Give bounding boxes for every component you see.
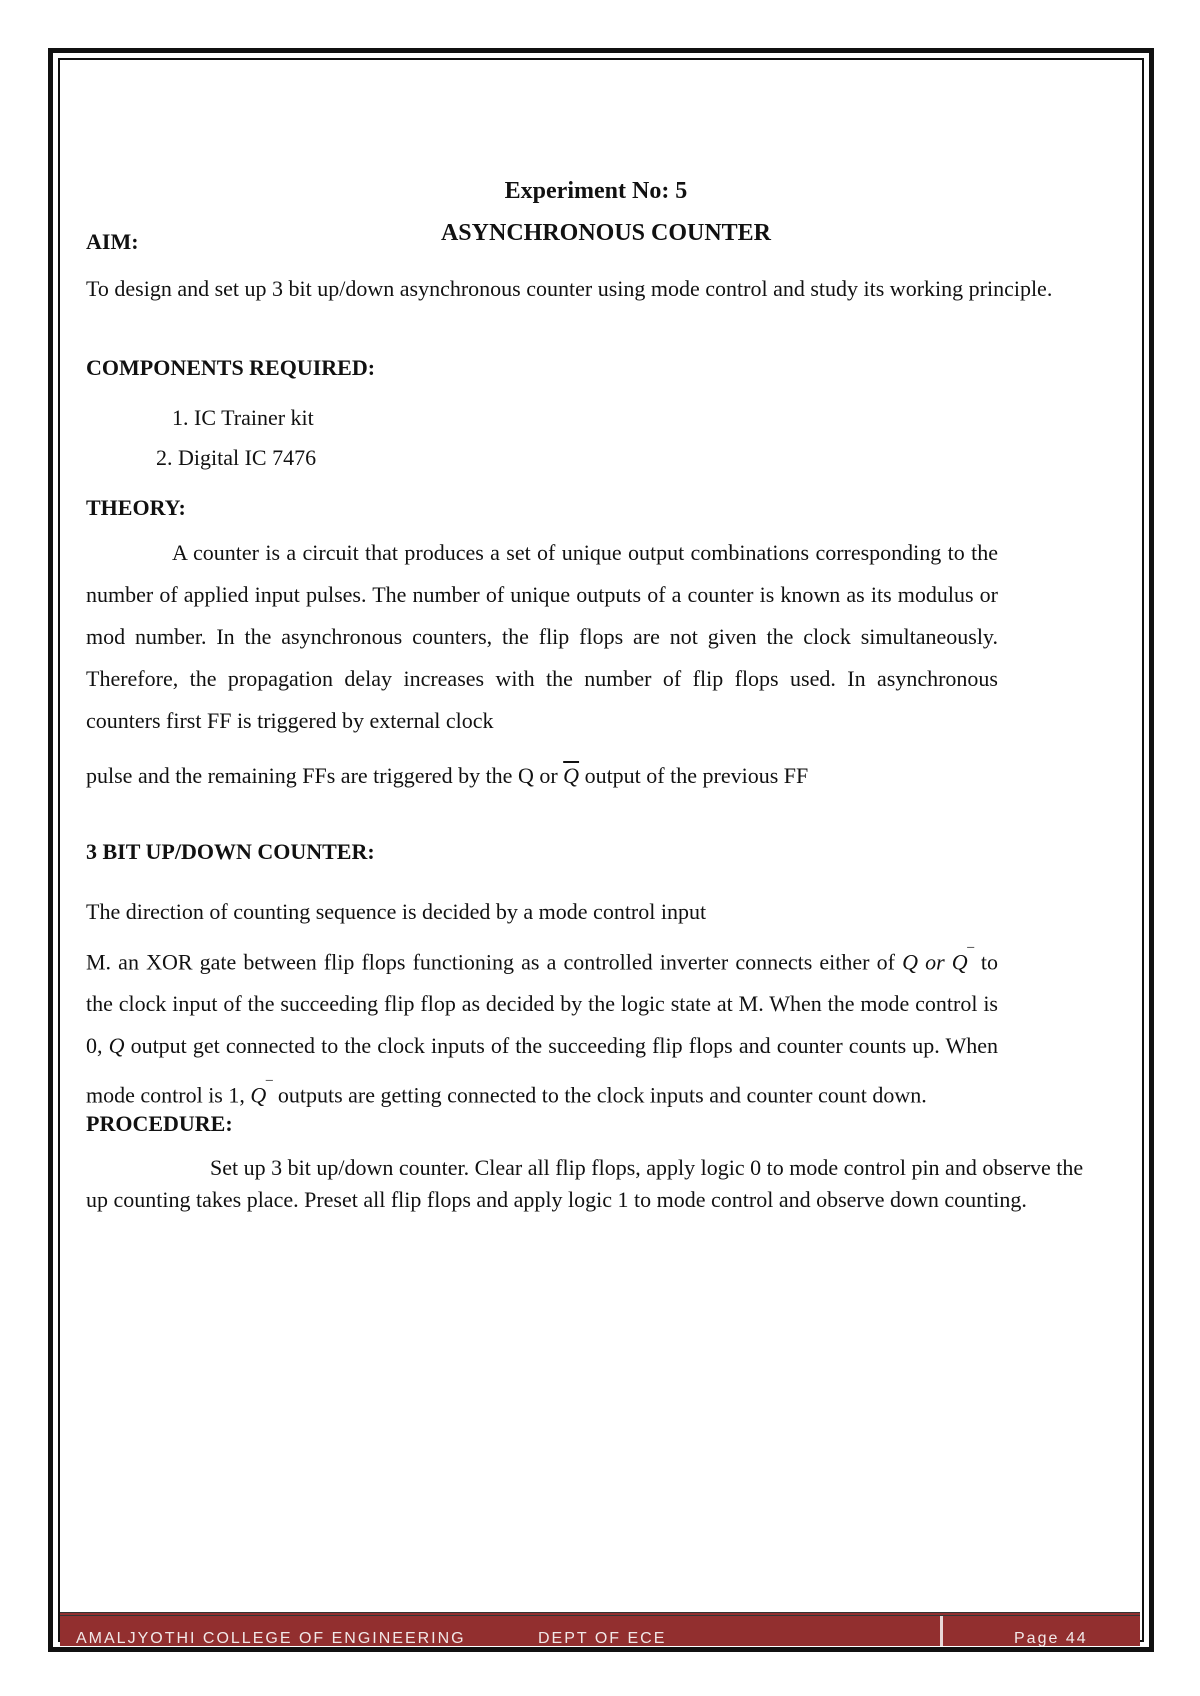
components-heading: COMPONENTS REQUIRED: <box>86 355 376 380</box>
q-symbol-2: Q <box>108 1033 125 1059</box>
q-bar-superscript-2: ‾ <box>266 1078 273 1099</box>
footer-divider <box>940 1616 943 1646</box>
theory-heading: THEORY: <box>86 495 186 520</box>
counter-text-d: outputs are getting connected to the clock inputs and counter count down. <box>272 1082 927 1108</box>
counter-text-a: M. an XOR gate between flip flops functioning as a controlled inverter connects either of <box>86 949 903 975</box>
procedure-heading: PROCEDURE: <box>86 1111 233 1136</box>
counter-text-c: output get connected to the clock inputs of the succeeding flip flops and counter counts up. When mode control is 1, <box>86 1033 998 1108</box>
aim-text: To design and set up 3 bit up/down asynchronous counter using mode control and study its working principle. <box>86 276 1053 301</box>
theory-last-post: output of the previous FF <box>579 763 809 788</box>
component-item-1: 1. IC Trainer kit <box>172 405 314 430</box>
q-symbol-3: Q <box>250 1082 267 1108</box>
footer-college: AMALJYOTHI COLLEGE OF ENGINEERING <box>76 1630 466 1646</box>
component-item-2: 2. Digital IC 7476 <box>156 445 317 470</box>
or-q-symbol: or Q <box>925 949 968 975</box>
procedure-text: Set up 3 bit up/down counter. Clear all flip flops, apply logic 0 to mode control pin and observe the up counting takes place. Preset all flip flops and apply logic 1 to mode control and observe down counting. <box>86 1155 1084 1212</box>
theory-last-pre: pulse and the remaining FFs are triggered by the Q or <box>86 763 564 788</box>
aim-heading: AIM: <box>86 229 139 254</box>
page-footer <box>60 1612 1140 1646</box>
counter-paragraph <box>86 934 998 1117</box>
q-symbol-1: Q <box>902 949 918 975</box>
theory-text: A counter is a circuit that produces a set of unique output combinations corresponding to the number of applied input pulses. The number of unique outputs of a counter is known as its modulus or mod number. In the asynchronous counters, the flip flops are not given the clock simultaneously. Therefore, the propagation delay increases with the number of flip flops used. In asynchronous counters first FF is triggered by external clock <box>86 540 998 733</box>
footer-dept: DEPT OF ECE <box>538 1630 667 1646</box>
footer-rule <box>60 1648 1140 1650</box>
counter-heading: 3 BIT UP/DOWN COUNTER: <box>86 839 375 864</box>
q-bar-symbol: $\overline{Q}$ <box>563 763 580 788</box>
counter-line1: The direction of counting sequence is decided by a mode control input <box>86 899 707 924</box>
theory-last-line <box>86 762 998 790</box>
experiment-number: Experiment No: 5 <box>504 178 688 204</box>
document-title: ASYNCHRONOUS COUNTER <box>440 220 772 246</box>
q-bar-superscript: ‾ <box>967 945 974 965</box>
counter-text-b: to the clock input of the succeeding flip flop as decided by the logic state at M. When the mode control is 0, <box>86 949 998 1059</box>
footer-page-number: Page 44 <box>1014 1630 1088 1646</box>
